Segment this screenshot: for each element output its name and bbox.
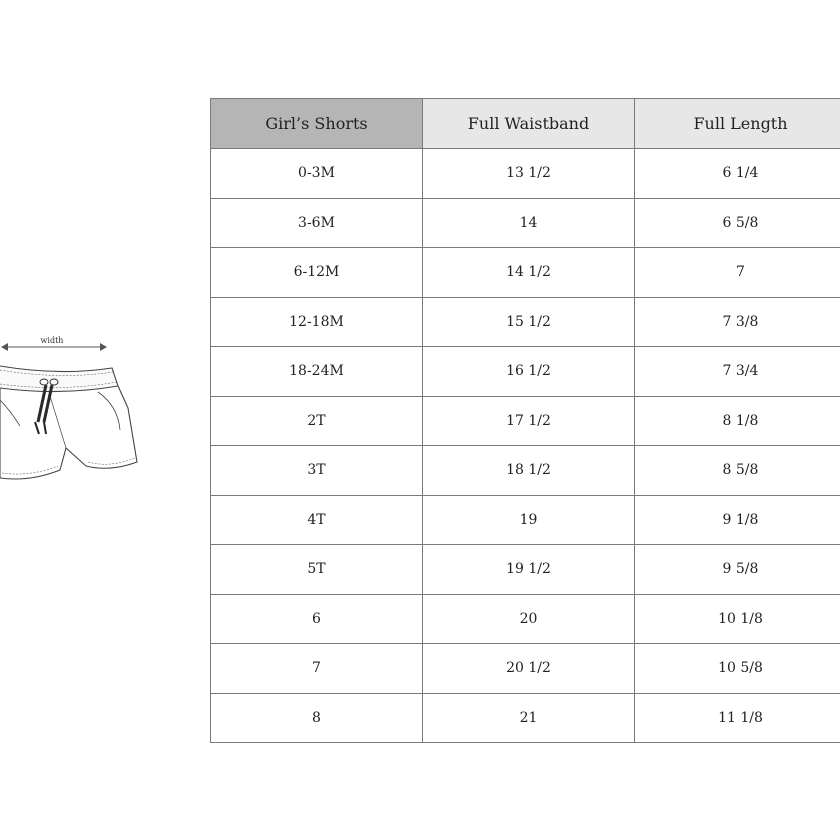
table-row <box>211 198 840 248</box>
waistband-cell: 20 1/2 <box>423 644 635 694</box>
table-row <box>211 495 840 545</box>
length-cell: 7 3/4 <box>635 347 840 397</box>
width-label: width <box>40 336 64 345</box>
header-full-length: Full Length <box>635 99 840 149</box>
header-girls-shorts: Girl’s Shorts <box>211 99 423 149</box>
size-cell: 0-3M <box>211 149 423 199</box>
waistband-cell: 14 <box>423 198 635 248</box>
waistband-cell: 17 1/2 <box>423 396 635 446</box>
waistband-cell: 16 1/2 <box>423 347 635 397</box>
waistband-cell: 19 1/2 <box>423 545 635 595</box>
shorts-illustration <box>0 330 150 500</box>
table-row <box>211 149 840 199</box>
table-row <box>211 297 840 347</box>
length-cell: 8 1/8 <box>635 396 840 446</box>
waistband-cell: 14 1/2 <box>423 248 635 298</box>
table-row <box>211 594 840 644</box>
size-cell: 5T <box>211 545 423 595</box>
shorts-drawing-icon <box>0 366 137 479</box>
size-cell: 2T <box>211 396 423 446</box>
size-cell: 8 <box>211 693 423 743</box>
size-cell: 6-12M <box>211 248 423 298</box>
waistband-cell: 21 <box>423 693 635 743</box>
length-cell: 11 1/8 <box>635 693 840 743</box>
table-row <box>211 446 840 496</box>
table-row <box>211 347 840 397</box>
table-row <box>211 396 840 446</box>
table-row <box>211 644 840 694</box>
length-cell: 8 5/8 <box>635 446 840 496</box>
size-cell: 6 <box>211 594 423 644</box>
length-cell: 6 5/8 <box>635 198 840 248</box>
size-cell: 3T <box>211 446 423 496</box>
table-row <box>211 693 840 743</box>
size-cell: 18-24M <box>211 347 423 397</box>
waistband-cell: 20 <box>423 594 635 644</box>
length-cell: 9 1/8 <box>635 495 840 545</box>
table-row <box>211 545 840 595</box>
length-cell: 10 1/8 <box>635 594 840 644</box>
size-chart-table <box>210 98 840 743</box>
table-row <box>211 248 840 298</box>
size-cell: 12-18M <box>211 297 423 347</box>
length-cell: 9 5/8 <box>635 545 840 595</box>
waistband-cell: 18 1/2 <box>423 446 635 496</box>
length-cell: 10 5/8 <box>635 644 840 694</box>
size-cell: 7 <box>211 644 423 694</box>
header-full-waistband: Full Waistband <box>423 99 635 149</box>
size-cell: 4T <box>211 495 423 545</box>
size-cell: 3-6M <box>211 198 423 248</box>
waistband-cell: 15 1/2 <box>423 297 635 347</box>
waistband-cell: 13 1/2 <box>423 149 635 199</box>
table-header-row <box>211 99 840 149</box>
length-cell: 6 1/4 <box>635 149 840 199</box>
waistband-cell: 19 <box>423 495 635 545</box>
length-cell: 7 3/8 <box>635 297 840 347</box>
length-cell: 7 <box>635 248 840 298</box>
